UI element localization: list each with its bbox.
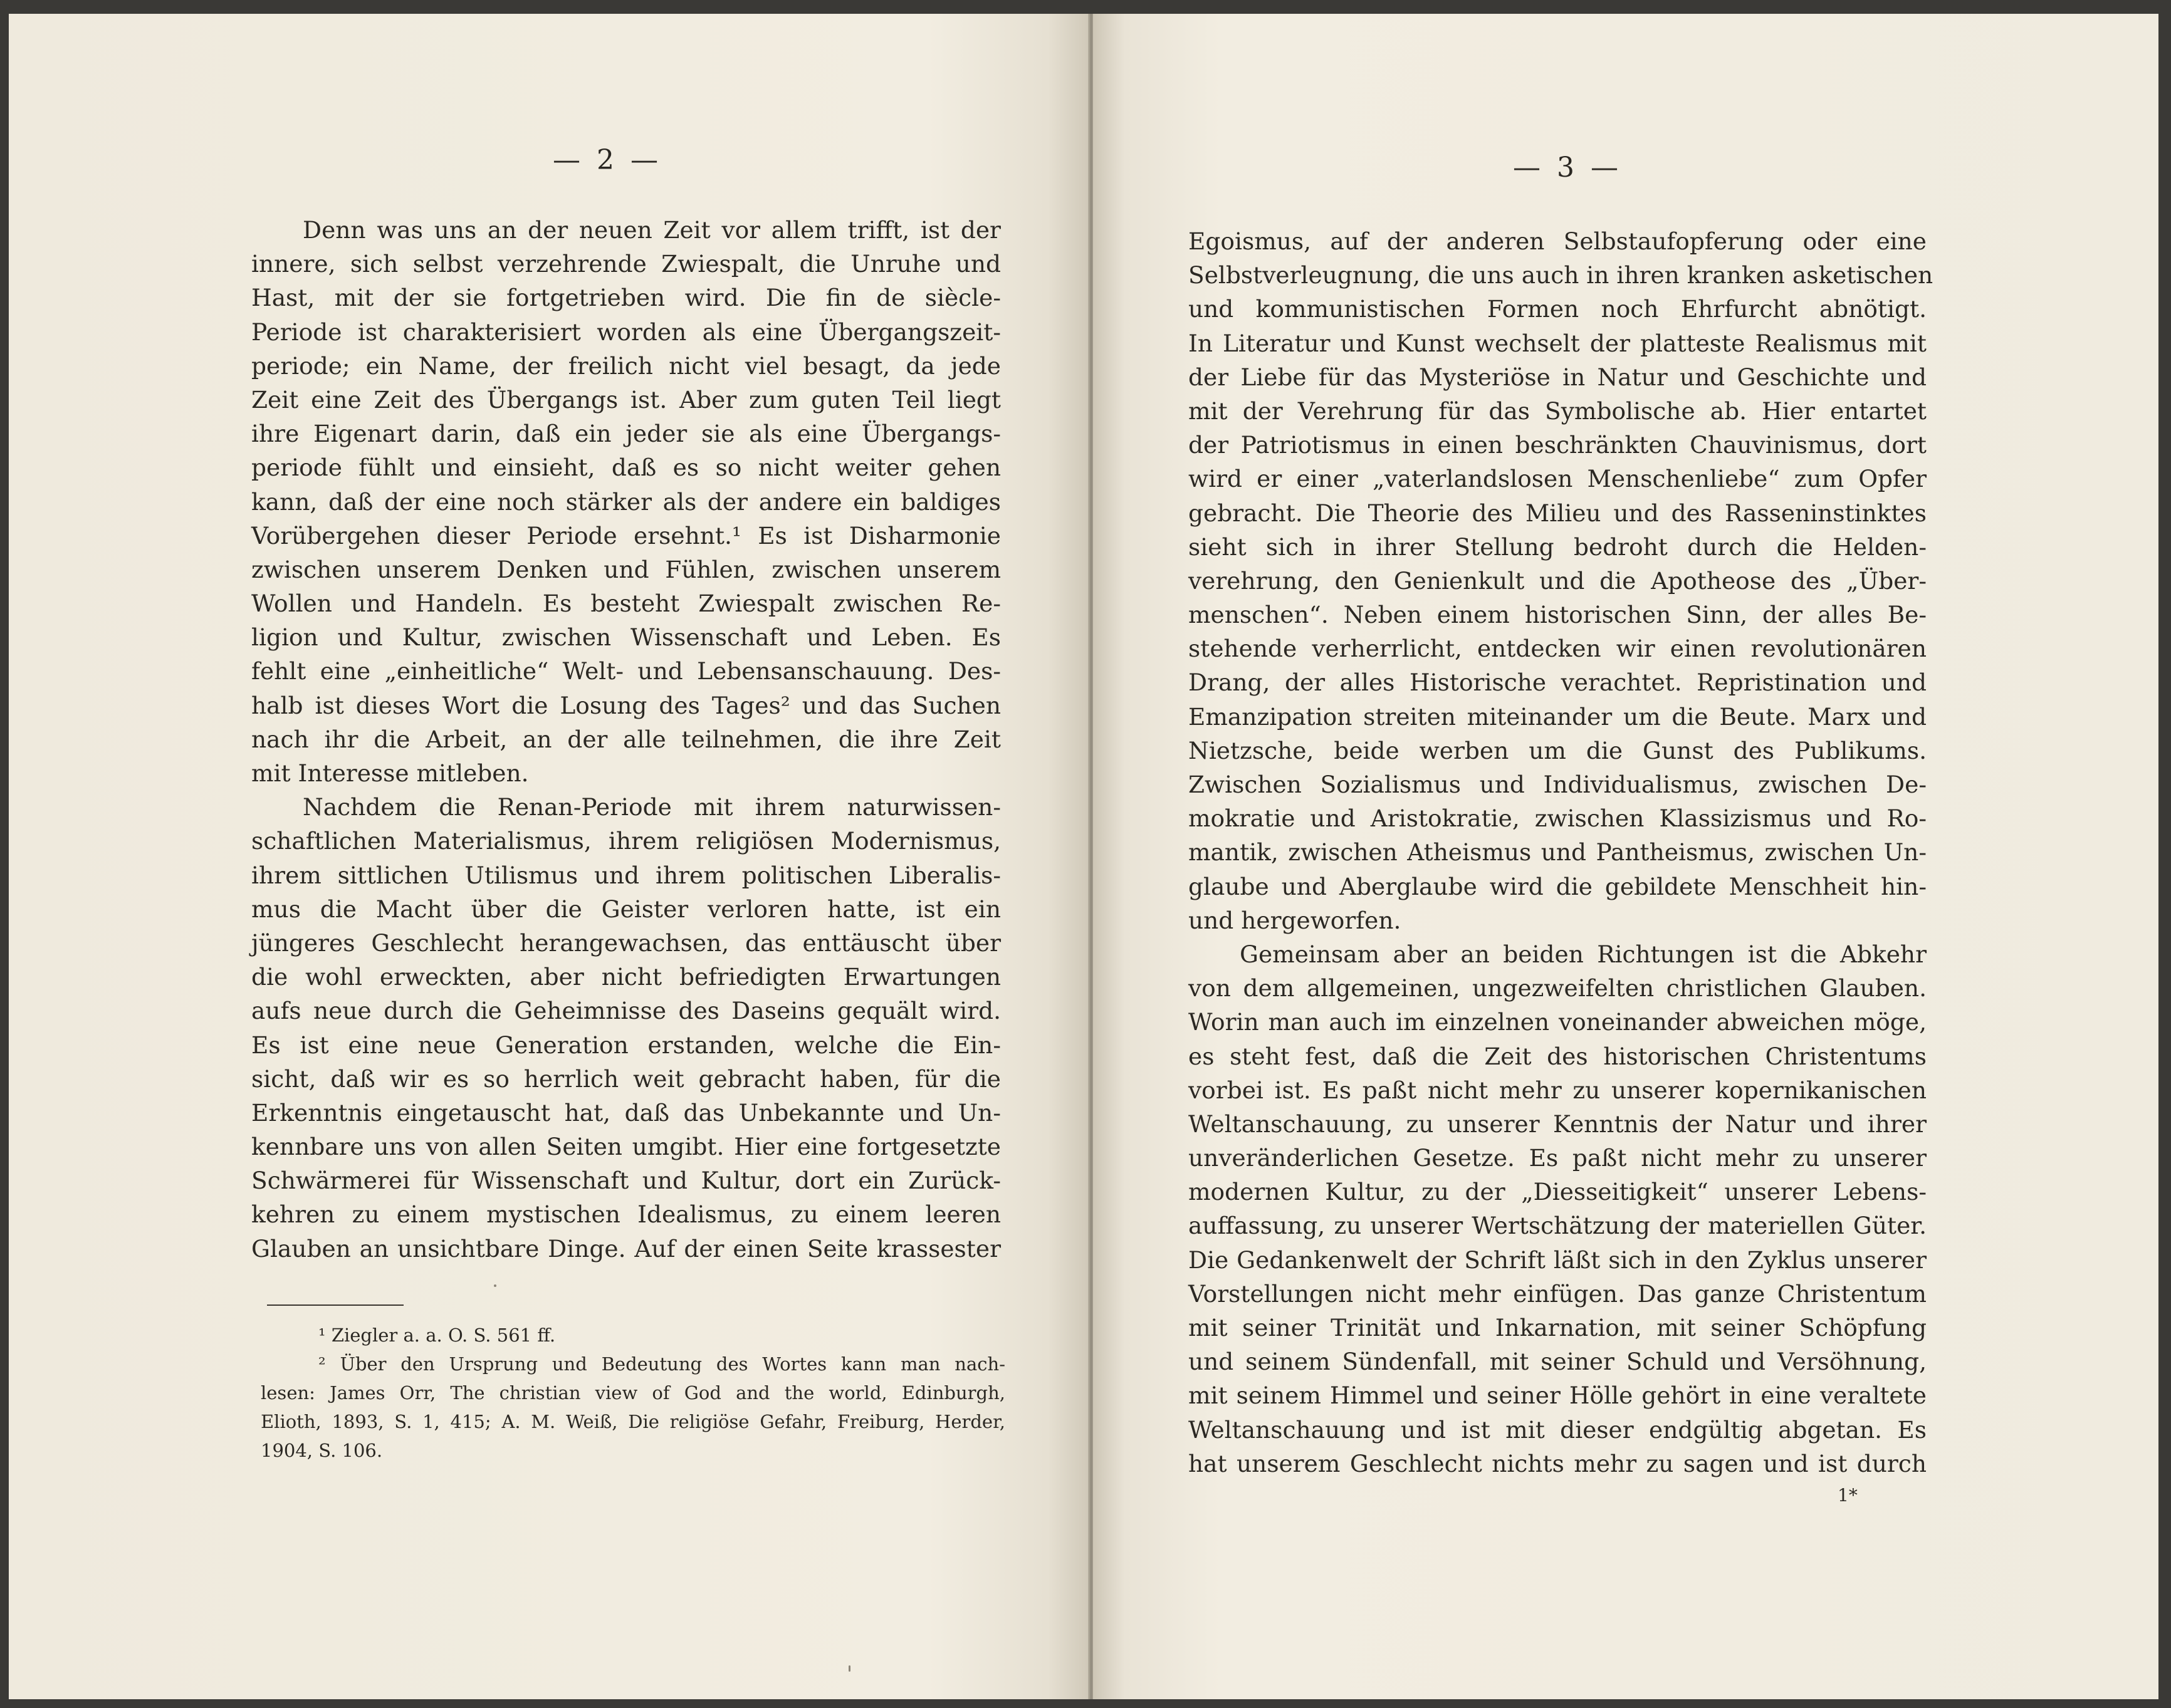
text-line: die wohl erweckten, aber nicht befriedigten Erwartungen: [251, 963, 1001, 991]
footnote-line: 1904, S. 106.: [261, 1440, 383, 1461]
text-line: ligion und Kultur, zwischen Wissenschaft und Leben. Es: [251, 623, 1001, 652]
footnote-line: lesen: James Orr, The christian view of God and the world, Edinburgh,: [261, 1382, 1005, 1403]
text-line: halb ist dieses Wort die Losung des Tages² und das Suchen: [251, 691, 1001, 719]
text-line: ihrem sittlichen Utilismus und ihrem politischen Liberalis-: [251, 861, 1001, 889]
text-line: der Patriotismus in einen beschränkten Chauvinismus, dort: [1188, 431, 1927, 459]
footnote-line: Elioth, 1893, S. 1, 415; A. M. Weiß, Die religiöse Gefahr, Freiburg, Herder,: [261, 1411, 1005, 1432]
text-line: aufs neue durch die Geheimnisse des Daseins gequält wird.: [251, 997, 1001, 1025]
text-line: es steht fest, daß die Zeit des historischen Christentums: [1188, 1042, 1927, 1070]
text-line: Wollen und Handeln. Es besteht Zwiespalt zwischen Re-: [251, 590, 1001, 618]
text-line: auffassung, zu unserer Wertschätzung der materiellen Güter.: [1188, 1212, 1927, 1240]
text-line: Denn was uns an der neuen Zeit vor allem trifft, ist der: [303, 216, 1001, 244]
text-line: ihre Eigenart darin, daß ein jeder sie als eine Übergangs-: [251, 420, 1001, 448]
text-line: Es ist eine neue Generation erstanden, welche die Ein-: [251, 1031, 1001, 1059]
text-line: periode fühlt und einsieht, daß es so nicht weiter gehen: [251, 454, 1001, 482]
text-line: zwischen unserem Denken und Fühlen, zwischen unserem: [251, 555, 1001, 583]
text-line: vorbei ist. Es paßt nicht mehr zu unserer kopernikanischen: [1188, 1076, 1927, 1104]
right-page: [1093, 14, 2158, 1699]
text-line: und kommunistischen Formen noch Ehrfurcht abnötigt.: [1188, 295, 1927, 323]
text-line: wird er einer „vaterlandslosen Menschenliebe“ zum Opfer: [1188, 465, 1927, 493]
paper-speck: [849, 1665, 850, 1672]
text-line: glaube und Aberglaube wird die gebildete Menschheit hin-: [1188, 872, 1927, 900]
text-line: Selbstverleugnung, die uns auch in ihren kranken asketischen: [1188, 261, 1933, 289]
text-line: Egoismus, auf der anderen Selbstaufopferung oder eine: [1188, 227, 1927, 255]
text-line: Schwärmerei für Wissenschaft und Kultur, dort ein Zurück-: [251, 1167, 1001, 1195]
right-page-number: — 3 —: [1513, 152, 1622, 184]
text-line: Drang, der alles Historische verachtet. Repristination und: [1188, 669, 1927, 697]
left-page-number: — 2 —: [553, 144, 662, 176]
signature-mark: 1*: [1838, 1485, 1858, 1506]
text-line: menschen“. Neben einem historischen Sinn, der alles Be-: [1188, 601, 1927, 629]
text-line: Vorübergehen dieser Periode ersehnt.¹ Es ist Disharmonie: [251, 521, 1001, 549]
text-line: sieht sich in ihrer Stellung bedroht durch die Helden-: [1188, 533, 1927, 561]
text-line: Gemeinsam aber an beiden Richtungen ist die Abkehr: [1240, 940, 1927, 968]
text-line: stehende verherrlicht, entdecken wir einen revolutionären: [1188, 635, 1927, 663]
text-line: Vorstellungen nicht mehr einfügen. Das ganze Christentum: [1188, 1279, 1927, 1308]
text-line: mit seiner Trinität und Inkarnation, mit seiner Schöpfung: [1188, 1314, 1927, 1341]
text-line: der Liebe für das Mysteriöse in Natur und Geschichte und: [1188, 363, 1927, 391]
text-line: gebracht. Die Theorie des Milieu und des Rasseninstinktes: [1188, 499, 1927, 527]
text-line: Weltanschauung und ist mit dieser endgültig abgetan. Es: [1188, 1415, 1927, 1444]
text-line: kennbare uns von allen Seiten umgibt. Hier eine fortgesetzte: [251, 1133, 1001, 1161]
right-body-text: [1188, 224, 1933, 1481]
text-line: von dem allgemeinen, ungezweifelten christlichen Glauben.: [1188, 974, 1927, 1002]
text-line: mantik, zwischen Atheismus und Pantheismus, zwischen Un-: [1188, 838, 1927, 867]
text-line: schaftlichen Materialismus, ihrem religiösen Modernismus,: [251, 827, 1001, 855]
text-line: Zwischen Sozialismus und Individualismus, zwischen De-: [1188, 771, 1927, 798]
text-line: periode; ein Name, der freilich nicht viel besagt, da jede: [251, 351, 1001, 380]
paper-speck: [494, 1284, 496, 1287]
text-line: mit Interesse mitleben.: [251, 759, 529, 787]
text-line: Glauben an unsichtbare Dinge. Auf der einen Seite krassester: [251, 1234, 1001, 1263]
text-line: Worin man auch im einzelnen voneinander abweichen möge,: [1188, 1008, 1927, 1036]
left-page: [9, 14, 1091, 1699]
text-line: Die Gedankenwelt der Schrift läßt sich in den Zyklus unserer: [1188, 1246, 1927, 1274]
text-line: Zeit eine Zeit des Übergangs ist. Aber zum guten Teil liegt: [251, 385, 1001, 414]
text-line: und seinem Sündenfall, mit seiner Schuld und Versöhnung,: [1188, 1348, 1927, 1376]
text-line: sicht, daß wir es so herrlich weit gebracht haben, für die: [251, 1065, 1001, 1093]
text-line: mokratie und Aristokratie, zwischen Klassizismus und Ro-: [1188, 805, 1927, 833]
text-line: mus die Macht über die Geister verloren hatte, ist ein: [251, 895, 1001, 923]
text-line: Nachdem die Renan-Periode mit ihrem naturwissen-: [303, 793, 1001, 821]
text-line: unveränderlichen Gesetze. Es paßt nicht mehr zu unserer: [1188, 1144, 1927, 1172]
text-line: jüngeres Geschlecht herangewachsen, das enttäuscht über: [251, 929, 1001, 957]
text-line: Emanzipation streiten miteinander um die Beute. Marx und: [1188, 702, 1927, 731]
left-footnotes: [261, 1321, 1005, 1465]
text-line: kehren zu einem mystischen Idealismus, zu einem leeren: [251, 1200, 1001, 1229]
footnote-line: ¹ Ziegler a. a. O. S. 561 ff.: [318, 1325, 556, 1346]
text-line: mit der Verehrung für das Symbolische ab. Hier entartet: [1188, 397, 1927, 425]
text-line: modernen Kultur, zu der „Diesseitigkeit“ unserer Lebens-: [1188, 1178, 1927, 1206]
text-line: kann, daß der eine noch stärker als der andere ein baldiges: [251, 487, 1001, 516]
text-line: nach ihr die Arbeit, an der alle teilnehmen, die ihre Zeit: [251, 725, 1001, 753]
text-line: Hast, mit der sie fortgetrieben wird. Die fin de siècle-: [251, 284, 1001, 312]
footnote-rule: [267, 1304, 404, 1306]
text-line: verehrung, den Genienkult und die Apotheose des „Über-: [1188, 566, 1927, 595]
text-line: mit seinem Himmel und seiner Hölle gehört in eine veraltete: [1188, 1382, 1927, 1410]
text-line: Erkenntnis eingetauscht hat, daß das Unbekannte und Un-: [251, 1098, 1001, 1127]
text-line: fehlt eine „einheitliche“ Welt- und Lebensanschauung. Des-: [251, 657, 1001, 685]
text-line: und hergeworfen.: [1188, 906, 1401, 934]
left-body-text: [251, 213, 1001, 1266]
text-line: innere, sich selbst verzehrende Zwiespalt, die Unruhe und: [251, 250, 1001, 278]
text-line: Nietzsche, beide werben um die Gunst des Publikums.: [1188, 736, 1927, 764]
text-line: hat unserem Geschlecht nichts mehr zu sagen und ist durch: [1188, 1449, 1927, 1477]
footnote-line: ² Über den Ursprung und Bedeutung des Wortes kann man nach-: [318, 1353, 1005, 1375]
text-line: Weltanschauung, zu unserer Kenntnis der Natur und ihrer: [1188, 1110, 1927, 1138]
text-line: In Literatur und Kunst wechselt der platteste Realismus mit: [1188, 329, 1927, 357]
text-line: Periode ist charakterisiert worden als eine Übergangszeit-: [251, 318, 1001, 346]
